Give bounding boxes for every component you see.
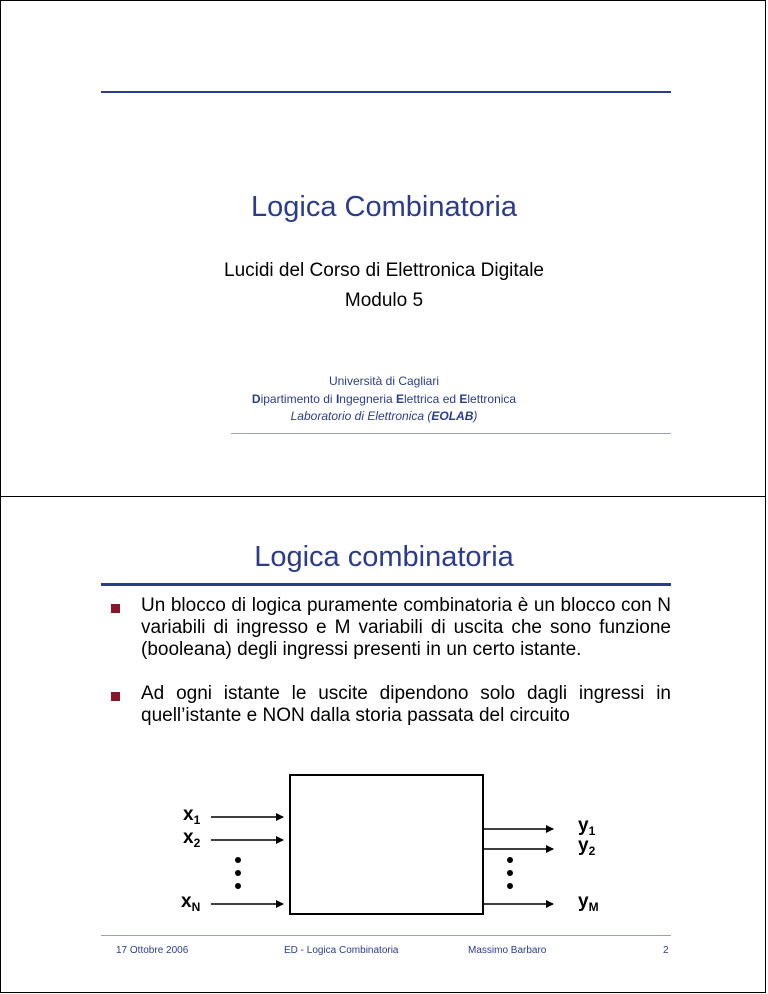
department-initial: E bbox=[396, 392, 405, 406]
slide-title: Logica Combinatoria bbox=[251, 191, 517, 223]
footer-author: Massimo Barbaro bbox=[468, 945, 547, 956]
ellipsis-dot bbox=[235, 870, 241, 876]
top-divider bbox=[101, 91, 671, 93]
output-label-y2: $y_2$ bbox=[578, 835, 596, 858]
lab-name-close: ) bbox=[473, 409, 478, 423]
lab-name-text: Laboratorio di Elettronica ( bbox=[290, 409, 432, 423]
department-text: lettrica ed bbox=[404, 392, 460, 406]
ellipsis-dot bbox=[507, 857, 513, 863]
department-text: ipartimento di bbox=[260, 392, 336, 406]
footer-divider bbox=[101, 935, 671, 936]
university-name: Università di Cagliari bbox=[328, 374, 440, 388]
input-label-x1: $x_1$ bbox=[183, 804, 201, 827]
title-slide bbox=[0, 0, 766, 497]
ellipsis-dot bbox=[507, 870, 513, 876]
course-name: Lucidi del Corso di Elettronica Digitale bbox=[224, 260, 544, 281]
bullet-text: Un blocco di logica puramente combinatoria è un blocco con N variabili di ingresso e M variabili di uscita che sono funzione (booleana) degli ingressi presenti in un certo istante. bbox=[141, 595, 671, 660]
footer-course: ED - Logica Combinatoria bbox=[284, 945, 399, 956]
department-initial: E bbox=[459, 392, 468, 406]
department-text: lettronica bbox=[467, 392, 517, 406]
input-label-xN: $x_N$ bbox=[181, 891, 201, 914]
affiliation-divider bbox=[231, 433, 671, 434]
output-label-y1: $y_1$ bbox=[578, 815, 596, 838]
logic-block bbox=[290, 775, 483, 914]
department-initial: I bbox=[335, 392, 340, 406]
department-name bbox=[1, 392, 767, 406]
ellipsis-dot bbox=[235, 857, 241, 863]
module-number: Modulo 5 bbox=[344, 290, 424, 311]
department-initial: D bbox=[251, 392, 261, 406]
bullet-text: Ad ogni istante le uscite dipendono solo dagli ingressi in quell’istante e NON dalla storia passata del circuito bbox=[141, 683, 671, 726]
lab-acronym: EOLAB bbox=[431, 409, 474, 423]
slide-subtitle bbox=[1, 256, 767, 316]
output-label-yM: $y_M$ bbox=[578, 891, 599, 914]
combinational-block-diagram bbox=[1, 497, 767, 994]
lab-name bbox=[1, 409, 767, 423]
input-label-x2: $x_2$ bbox=[183, 827, 201, 850]
slide-title: Logica combinatoria bbox=[254, 541, 514, 573]
ellipsis-dot bbox=[507, 883, 513, 889]
footer-page-number: 2 bbox=[663, 945, 669, 956]
footer-date: 17 Ottobre 2006 bbox=[116, 945, 189, 956]
department-text: ngegneria bbox=[339, 392, 396, 406]
content-slide bbox=[0, 496, 766, 993]
ellipsis-dot bbox=[235, 883, 241, 889]
